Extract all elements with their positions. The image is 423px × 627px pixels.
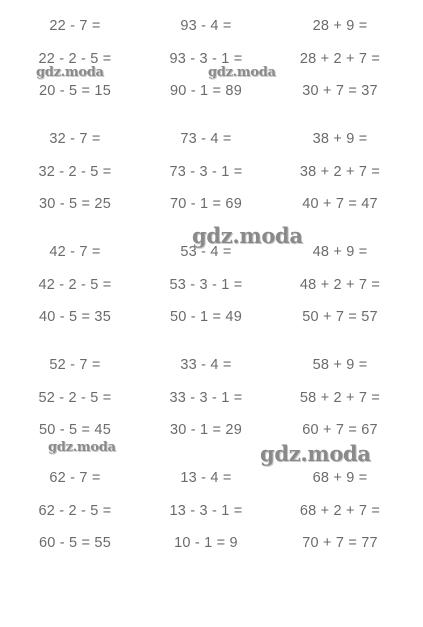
equation-line: 28 + 2 + 7 = (299, 50, 381, 67)
equation-line: 60 + 7 = 67 (302, 422, 378, 438)
equation-line: 33 - 3 - 1 = (169, 389, 243, 406)
equation-line: 33 - 4 = (180, 357, 232, 373)
equation-line: 42 - 2 - 5 = (38, 276, 112, 293)
equation-line: 32 - 2 - 5 = (38, 163, 112, 180)
equation-line: 28 + 9 = (312, 18, 368, 34)
equation-line: 50 - 1 = 49 (170, 309, 242, 325)
watermark-logo: gdz.moda (192, 223, 303, 248)
equation-line: 30 + 7 = 37 (302, 83, 378, 99)
equation-line: 13 - 4 = (180, 470, 232, 486)
equation-line: 73 - 3 - 1 = (169, 163, 243, 180)
equation-line: 38 + 2 + 7 = (299, 163, 381, 180)
equation-line: 38 + 9 = (312, 131, 368, 147)
equation-line: 40 + 7 = 47 (302, 196, 378, 212)
equation-line: 53 - 3 - 1 = (169, 276, 243, 293)
equation-line: 50 + 7 = 57 (302, 309, 378, 325)
equation-line: 58 + 9 = (312, 357, 368, 373)
equation-line: 90 - 1 = 89 (170, 83, 242, 99)
equation-line: 70 - 1 = 69 (170, 196, 242, 212)
watermark-logo: gdz.moda (260, 441, 371, 466)
equation-line: 53 - 4 = (180, 244, 232, 260)
equation-line: 93 - 4 = (180, 18, 232, 34)
equation-line: 48 + 9 = (312, 244, 368, 260)
equation-line: 30 - 1 = 29 (170, 422, 242, 438)
equation-line: 93 - 3 - 1 = (169, 50, 243, 67)
equation-line: 60 - 5 = 55 (39, 535, 111, 551)
watermark-logo: gdz.moda (48, 440, 116, 455)
equation-line: 73 - 4 = (180, 131, 232, 147)
equation-line: 10 - 1 = 9 (174, 535, 238, 551)
equation-line: 42 - 7 = (49, 244, 101, 260)
equation-line: 22 - 7 = (49, 18, 101, 34)
equation-line: 58 + 2 + 7 = (299, 389, 381, 406)
equation-line: 68 + 2 + 7 = (299, 502, 381, 519)
watermark-logo: gdz.moda (36, 65, 104, 80)
equation-line: 50 - 5 = 45 (39, 422, 111, 438)
equation-line: 32 - 7 = (49, 131, 101, 147)
equation-line: 62 - 7 = (49, 470, 101, 486)
equation-line: 40 - 5 = 35 (39, 309, 111, 325)
watermark-logo: gdz.moda (208, 65, 276, 80)
equation-line: 52 - 7 = (49, 357, 101, 373)
equation-line: 13 - 3 - 1 = (169, 502, 243, 519)
equation-line: 48 + 2 + 7 = (299, 276, 381, 293)
equation-line: 68 + 9 = (312, 470, 368, 486)
equation-line: 62 - 2 - 5 = (38, 502, 112, 519)
equation-line: 30 - 5 = 25 (39, 196, 111, 212)
equation-line: 52 - 2 - 5 = (38, 389, 112, 406)
equation-line: 22 - 2 - 5 = (38, 50, 112, 67)
equation-line: 20 - 5 = 15 (39, 83, 111, 99)
equation-line: 70 + 7 = 77 (302, 535, 378, 551)
